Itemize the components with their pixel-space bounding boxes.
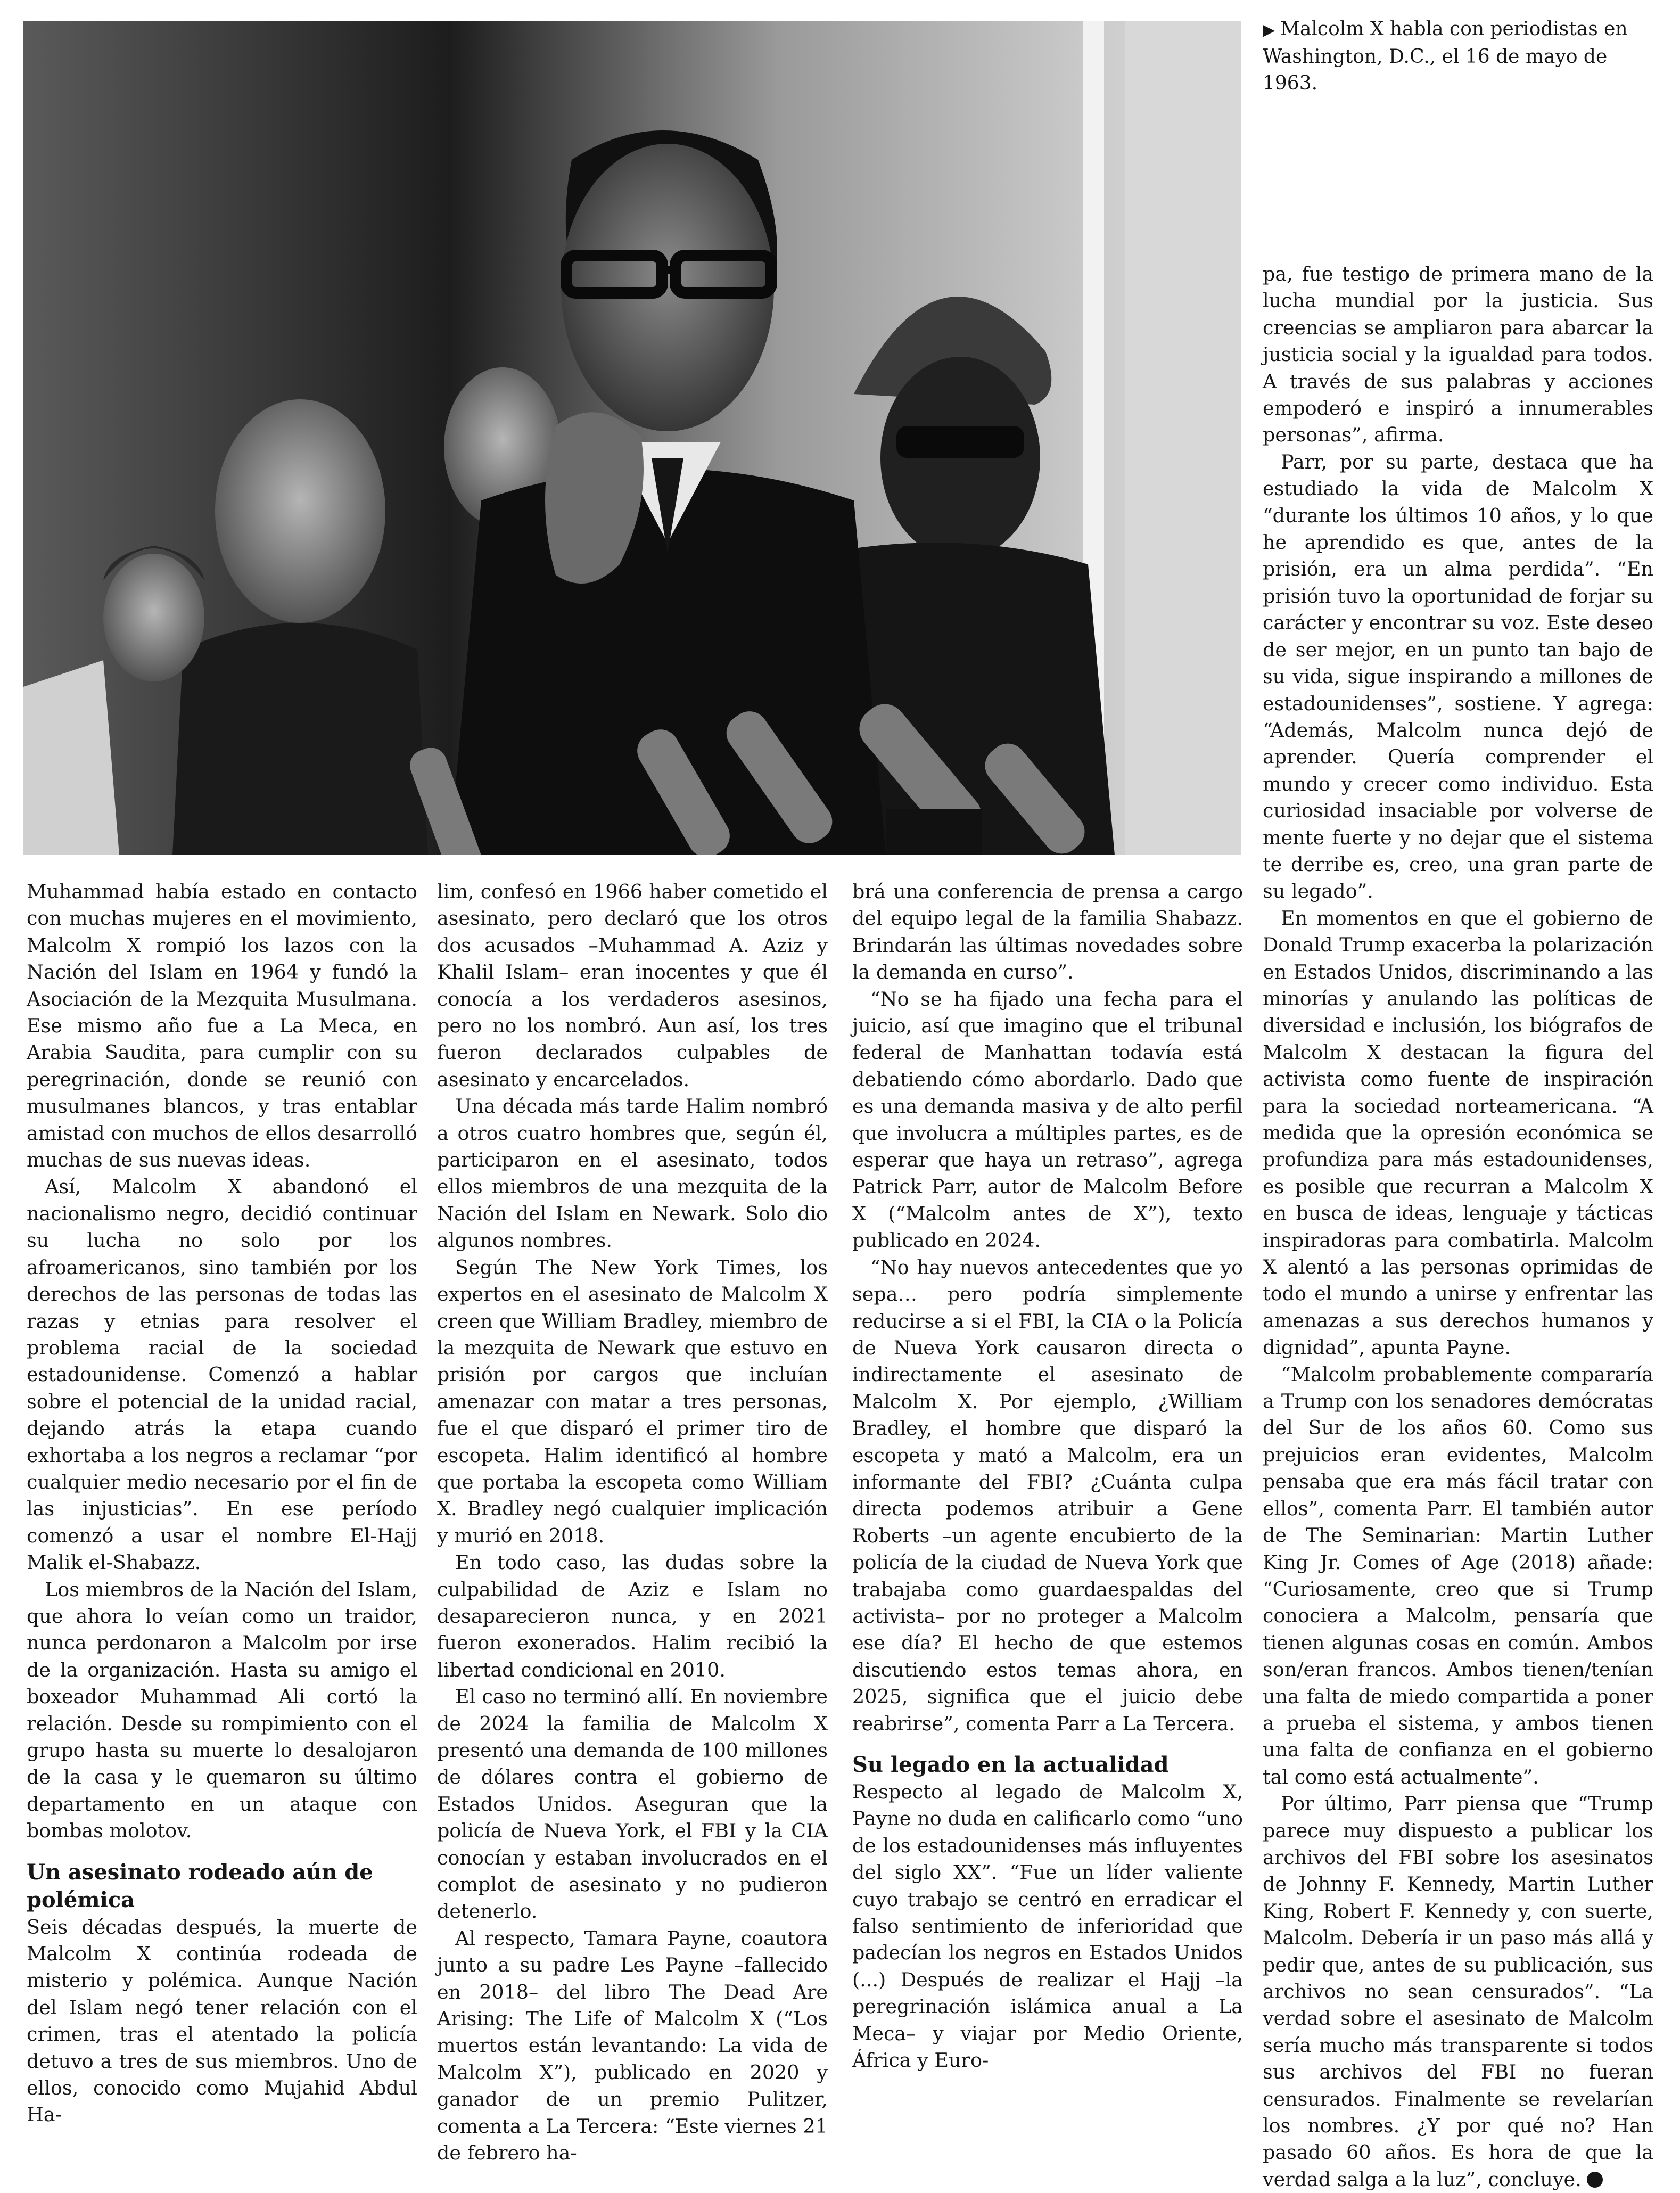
photo-caption: [1263, 16, 1635, 97]
paragraph: Al respecto, Tamara Payne, coautora junto a su padre Les Payne –fallecido en 2018– del libro The Dead Are Arising: The Life of Malcolm X (“Los muertos están levantando: La vida de Malcolm X”), publicado en 2020 y ganador de un premio Pulitzer, comenta a La Tercera: “Este viernes 21 de febrero ha-: [437, 1926, 828, 2165]
paragraph: Así, Malcolm X abandonó el nacionalismo negro, decidió continuar su lucha no solo por los afroamericanos, sino también por los derechos de las personas de todas las razas y etnias para resolver el problema racial de la sociedad estadounidense. Comenzó a hablar sobre el potencial de la unidad racial, dejando atrás la etapa cuando exhortaba a los negros a reclamar “por cualquier medio necesario por el fin de las injusticias”. En ese período comenzó a usar el nombre El-Hajj Malik el-Shabazz.: [27, 1175, 417, 1574]
article-column-1: [27, 878, 417, 2129]
photo-illustration: [23, 21, 1241, 855]
paragraph: Seis décadas después, la muerte de Malcolm X continúa rodeada de misterio y polémica. Aunque Nación del Islam negó tener relación con el crimen, tras el atentado la policía detuvo a tres de sus miembros. Uno de ellos, conocido como Mujahid Abdul Ha-: [27, 1915, 417, 2126]
paragraph: “Malcolm probablemente compararía a Trump con los senadores demócratas del Sur de los años 60. Como sus prejuicios eran evidentes, Malcolm pensaba que era más fácil tratar con ellos”, comenta Parr. El también autor de The Seminarian: Martin Luther King Jr. Comes of Age (2018) añade: “Curiosamente, creo que si Trump conociera a Malcolm, pensaría que tienen algunas cosas en común. Ambos son/eran francos. Ambos tienen/tenían una falta de miedo compartida a poner a prueba el sistema, y ambos tienen una falta de confianza en el gobierno tal como está actualmente”.: [1263, 1362, 1653, 1788]
article-column-4: [1263, 261, 1653, 2193]
paragraph: Muhammad había estado en contacto con muchas mujeres en el movimiento, Malcolm X rompió los lazos con la Nación del Islam en 1964 y fundó la Asociación de la Mezquita Musulmana. Ese mismo año fue a La Meca, en Arabia Saudita, para cumplir con su peregrinación, donde se reunió con musulmanes blancos, y tras entablar amistad con muchos de ellos desarrolló muchas de sus nuevas ideas.: [27, 880, 417, 1172]
paragraph: Una década más tarde Halim nombró a otros cuatro hombres que, según él, participaron en el asesinato, todos ellos miembros de una mezquita de la Nación del Islam en Newark. Solo dio algunos nombres.: [437, 1095, 828, 1252]
paragraph: lim, confesó en 1966 haber cometido el asesinato, pero declaró que los otros dos acusados –Muhammad A. Aziz y Khalil Islam– eran inocentes y que él conocía a los verdaderos asesinos, pero no los nombró. Aun así, los tres fueron declarados culpables de asesinato y encarcelados.: [437, 880, 828, 1091]
article-photo: [23, 21, 1241, 855]
paragraph: “No hay nuevos antecedentes que yo sepa… pero podría simplemente reducirse a si el FBI, la CIA o la Policía de Nueva York causaron directa o indirectamente el asesinato de Malcolm X. Por ejemplo, ¿William Bradley, el hombre que disparó la escopeta y mató a Malcolm, era un informante del FBI? ¿Cuánta culpa directa podemos atribuir a Gene Roberts –un agente encubierto de la policía de la ciudad de Nueva York que trabajaba como guardaespaldas del activista– por no proteger a Malcolm ese día? El hecho de que estemos discutiendo estos temas ahora, en 2025, significa que el juicio debe reabrirse”, comenta Parr a La Tercera.: [852, 1255, 1243, 1735]
paragraph: Respecto al legado de Malcolm X, Payne no duda en calificarlo como “uno de los estadounidenses más influyentes del siglo XX”. “Fue un líder valiente cuyo trabajo se centró en erradicar el falso sentimiento de inferioridad que padecían los negros en Estados Unidos (...) Después de realizar el Hajj –la peregrinación islámica anual a La Meca– y viajar por Medio Oriente, África y Euro-: [852, 1780, 1243, 2072]
paragraph: En todo caso, las dudas sobre la culpabilidad de Aziz e Islam no desaparecieron nunca, y en 2021 fueron exonerados. Halim recibió la libertad condicional en 2010.: [437, 1551, 828, 1681]
paragraph: El caso no terminó allí. En noviembre de 2024 la familia de Malcolm X presentó una demanda de 100 millones de dólares contra el gobierno de Estados Unidos. Aseguran que la policía de Nueva York, el FBI y la CIA conocían y estaban involucrados en el complot de asesinato y no pudieron detenerlo.: [437, 1685, 828, 1923]
section-heading: Su legado en la actualidad: [852, 1752, 1169, 1777]
paragraph: Los miembros de la Nación del Islam, que ahora lo veían como un traidor, nunca perdonaron a Malcolm por irse de la organización. Hasta su amigo el boxeador Muhammad Ali cortó la relación. Desde su rompimiento con el grupo hasta su muerte lo desalojaron de la casa y le quemaron su último departamento en un ataque con bombas molotov.: [27, 1578, 417, 1843]
paragraph: En momentos en que el gobierno de Donald Trump exacerba la polarización en Estados Unidos, discriminando a las minorías y anulando las políticas de diversidad e inclusión, los biógrafos de Malcolm X destacan la figura del activista como fuente de inspiración para la sociedad norteamericana. “A medida que la opresión económica se profundiza para más estadounidenses, es posible que recurran a Malcolm X en busca de ideas, lenguaje y tácticas inspiradoras para combatirla. Malcolm X alentó a las personas oprimidas de todo el mundo a unirse y enfrentar las amenazas a sus derechos humanos y dignidad”, apunta Payne.: [1263, 906, 1653, 1359]
paragraph: brá una conferencia de prensa a cargo del equipo legal de la familia Shabazz. Brindarán las últimas novedades sobre la demanda en curso”.: [852, 880, 1243, 984]
paragraph: Parr, por su parte, destaca que ha estudiado la vida de Malcolm X “durante los últimos 10 años, y lo que he aprendido es que, antes de la prisión, era un alma perdida”. “En prisión tuvo la oportunidad de forjar su carácter y encontrar su voz. Este deseo de ser mejor, en un punto tan bajo de su vida, sigue inspirando a millones de estadounidenses”, sostiene. Y agrega: “Además, Malcolm nunca dejó de aprender. Quería comprender el mundo y crecer como individuo. Esta curiosidad insaciable por volverse de mente fuerte y no dejar que el sistema te derribe es, creo, una gran parte de su legado”.: [1263, 450, 1653, 903]
paragraph-text: Por último, Parr piensa que “Trump parece muy dispuesto a publicar los archivos del FBI sobre los asesinatos de Johnny F. Kennedy, Martin Luther King, Robert F. Kennedy y, con suerte, Malcolm. Debería ir un paso más allá y pedir que, antes de su publicación, sus archivos no sean censurados”. “La verdad sobre el asesinato de Malcolm sería mucho más transparente si todos sus archivos del FBI no fueran censurados. Finalmente se revelarían los nombres. ¿Y por qué no? Han pasado 60 años. Es hora de que la verdad salga a la luz”, concluye.: [1263, 1792, 1653, 2191]
paragraph: Según The New York Times, los expertos en el asesinato de Malcolm X creen que William Bradley, miembro de la mezquita de Newark que estuvo en prisión por cargos que incluían amenazar con matar a tres personas, fue el que disparó el primer tiro de escopeta. Halim identificó al hombre que portaba la escopeta como William X. Bradley negó cualquier implicación y murió en 2018.: [437, 1255, 828, 1547]
article-column-3: [852, 878, 1243, 2074]
paragraph: pa, fue testigo de primera mano de la lucha mundial por la justicia. Sus creencias se ampliaron para abarcar la justicia social y la igualdad para todos. A través de sus palabras y acciones empoderó e inspiró a innumerables personas”, afirma.: [1263, 262, 1653, 447]
caption-text: Malcolm X habla con periodistas en Washington, D.C., el 16 de mayo de 1963.: [1263, 18, 1628, 94]
article-column-2: [437, 878, 828, 2167]
paragraph: [1263, 1790, 1653, 2193]
paragraph: “No se ha fijado una fecha para el juicio, así que imagino que el tribunal federal de Manhattan todavía está debatiendo cómo abordarlo. Dado que es una demanda masiva y de alto perfil que involucra a múltiples partes, es de esperar que haya un retraso”, agrega Patrick Parr, autor de Malcolm Before X (“Malcolm antes de X”), texto publicado en 2024.: [852, 987, 1243, 1252]
end-of-article-icon: [1587, 2172, 1603, 2188]
caption-arrow-icon: ▶: [1263, 21, 1275, 39]
section-heading: Un asesinato rodeado aún de polémica: [27, 1859, 373, 1912]
